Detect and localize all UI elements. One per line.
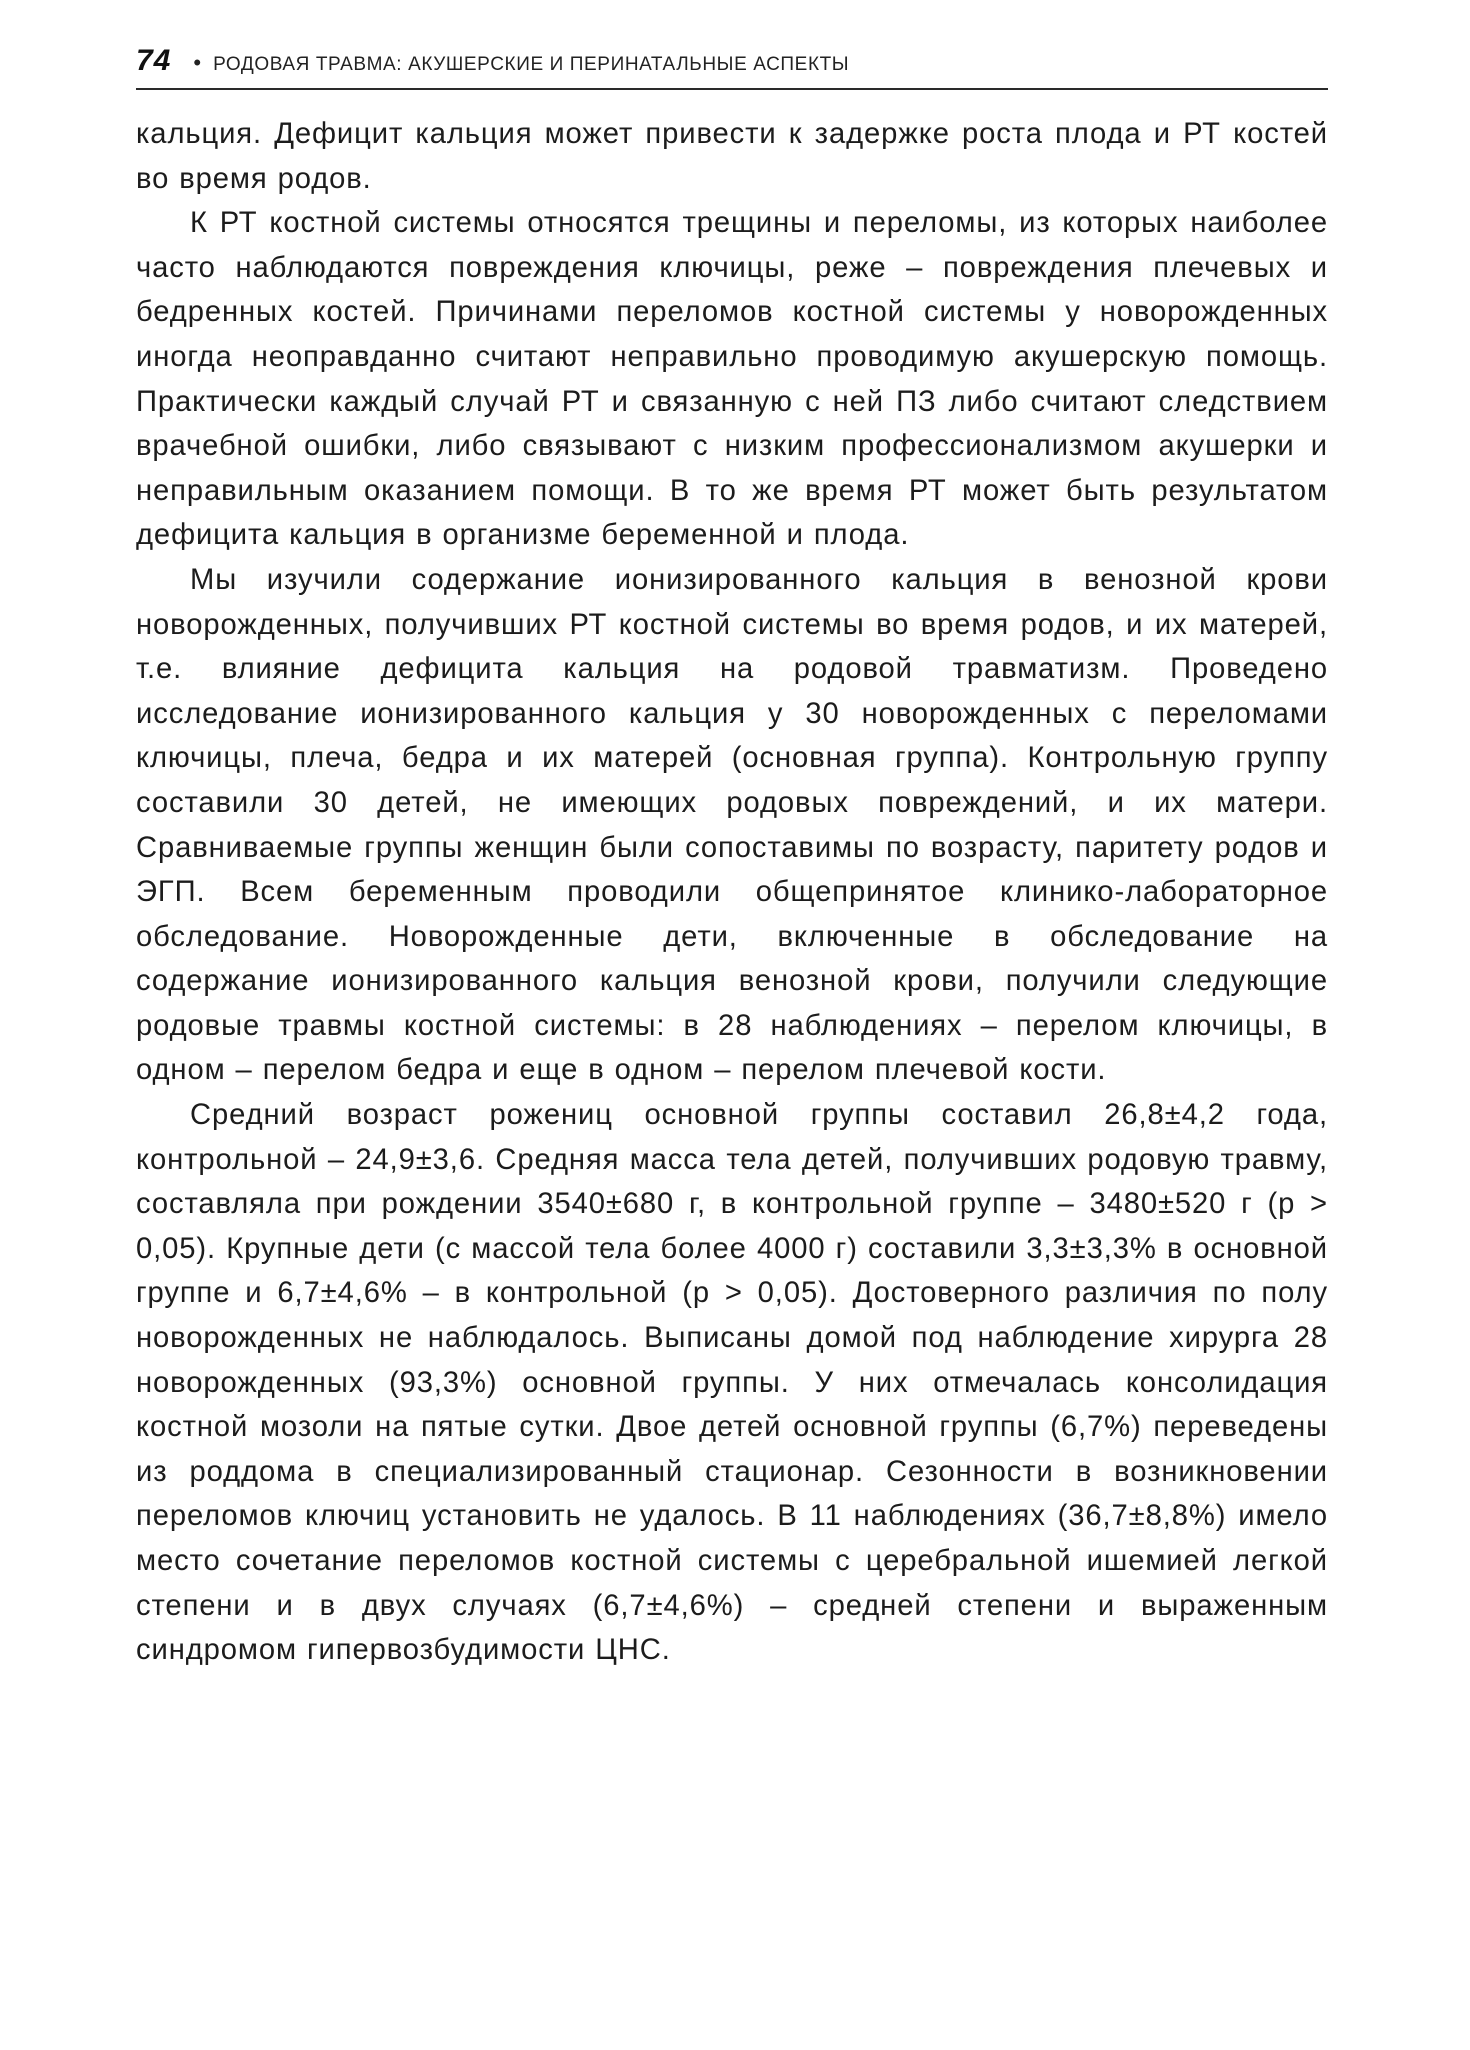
paragraph-4: Средний возраст рожениц основной группы составил 26,8±4,2 года, контрольной – 24,9±3,6. Средняя масса тела детей, получивших родовую травму, составляла при рождении 3540±680 г, в контрольной группе – 3480±520 г (p > 0,05). Крупные дети (с массой тела более 4000 г) составили 3,3±3,3% в основной группе и 6,7±4,6% – в контрольной (p > 0,05). Достоверного различия по полу новорожденных не наблюдалось. Выписаны домой под наблюдение хирурга 28 новорожденных (93,3%) основной группы. У них отмечалась консолидация костной мозоли на пятые сутки. Двое детей основной группы (6,7%) переведены из роддома в специализированный стационар. Сезонности в возникновении переломов ключиц установить не удалось. В 11 наблюдениях (36,7±8,8%) имело место сочетание переломов костной системы с церебральной ишемией легкой степени и в двух случаях (6,7±4,6%) – средней степени и выраженным синдромом гипервозбудимости ЦНС. [136,1099,1328,1667]
book-page [136,44,1328,1673]
page-number: 74 [136,44,172,77]
paragraph-2: К РТ костной системы относятся трещины и переломы, из которых наиболее часто наблюдаются повреждения ключицы, реже – повреждения плечевых и бедренных костей. Причинами переломов костной системы у новорожденных иногда неоправданно считают неправильно проводимую акушерскую помощь. Практически каждый случай РТ и связанную с ней ПЗ либо считают следствием врачебной ошибки, либо связывают с низким профессионализмом акушерки и неправильным оказанием помощи. В то же время РТ может быть результатом дефицита кальция в организме беременной и плода. [136,207,1328,552]
running-head-title: РОДОВАЯ ТРАВМА: АКУШЕРСКИЕ И ПЕРИНАТАЛЬНЫЕ АСПЕКТЫ [213,54,850,75]
running-head [136,44,1328,90]
bullet-icon: • [193,50,202,75]
paragraph-1: кальция. Дефицит кальция может привести к задержке роста плода и РТ костей во время родов. [136,118,1328,195]
body-text [136,112,1328,1673]
paragraph-3: Мы изучили содержание ионизированного кальция в венозной крови новорожденных, получивших РТ костной системы во время родов, и их матерей, т.е. влияние дефицита кальция на родовой травматизм. Проведено исследование ионизированного кальция у 30 новорожденных с переломами ключицы, плеча, бедра и их матерей (основная группа). Контрольную группу составили 30 детей, не имеющих родовых повреждений, и их матери. Сравниваемые группы женщин были сопоставимы по возрасту, паритету родов и ЭГП. Всем беременным проводили общепринятое клинико-лабораторное обследование. Новорожденные дети, включенные в обследование на содержание ионизированного кальция венозной крови, получили следующие родовые травмы костной системы: в 28 наблюдениях – перелом ключицы, в одном – перелом бедра и еще в одном – перелом плечевой кости. [136,563,1328,1087]
